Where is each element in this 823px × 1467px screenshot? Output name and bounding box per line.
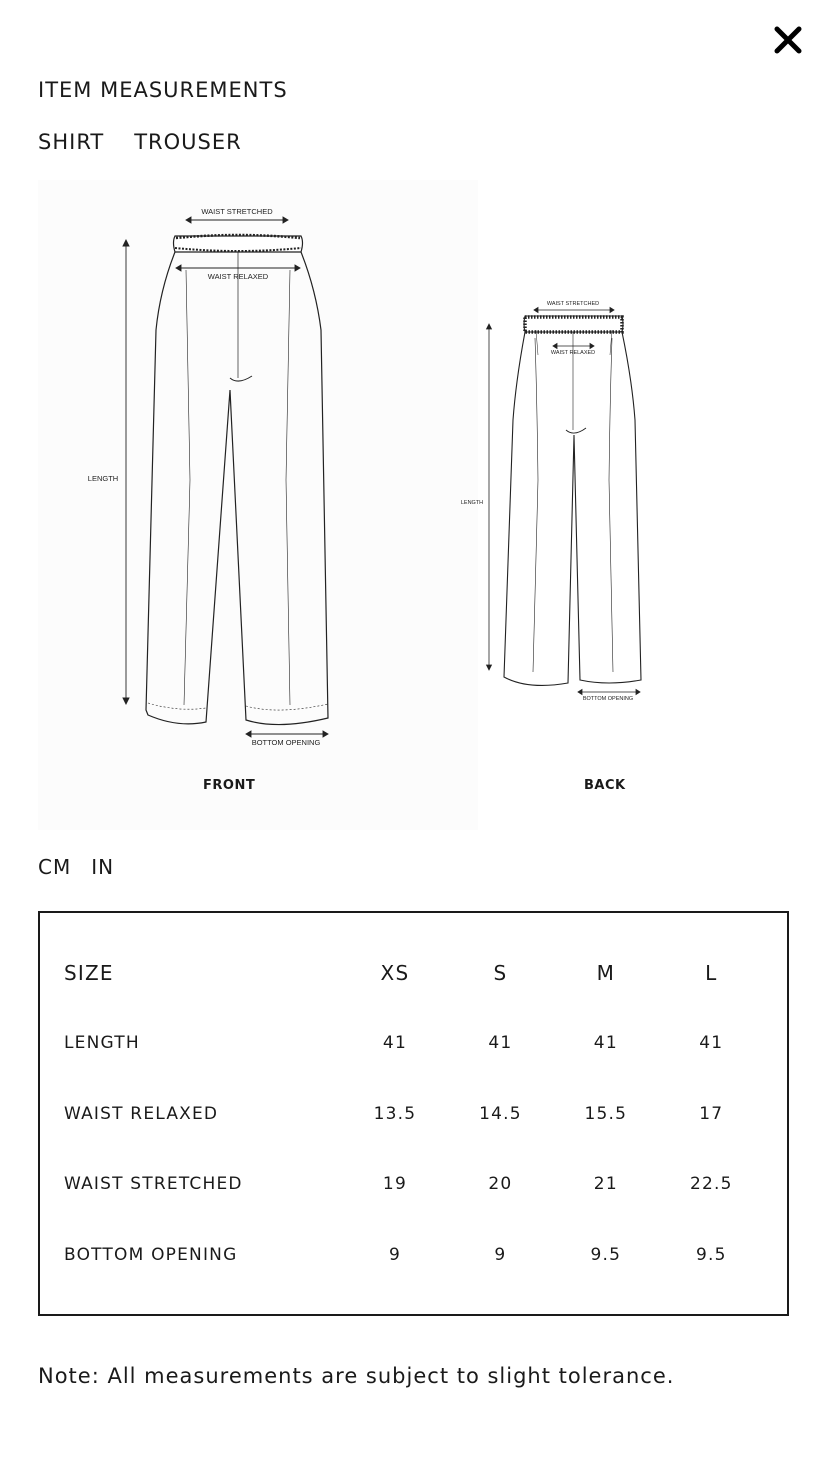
table-cell: 20 bbox=[488, 1174, 513, 1195]
table-row bbox=[64, 1079, 764, 1150]
header-cell: L bbox=[705, 961, 718, 985]
header-cell: M bbox=[596, 961, 616, 985]
back-waist-stretched-label: WAIST STRETCHED bbox=[546, 301, 600, 307]
table-cell: 14.5 bbox=[479, 1103, 522, 1124]
row-label: LENGTH bbox=[64, 1033, 140, 1054]
front-view-label: FRONT bbox=[203, 778, 256, 793]
header-cell: SIZE bbox=[64, 961, 114, 985]
garment-tabs bbox=[38, 130, 242, 154]
table-cell: 9 bbox=[494, 1244, 507, 1265]
table-cell: 19 bbox=[382, 1174, 407, 1195]
close-button[interactable] bbox=[768, 22, 808, 58]
table-cell: 41 bbox=[593, 1033, 618, 1054]
back-panel-bg bbox=[478, 180, 780, 830]
table-cell: 22.5 bbox=[689, 1174, 733, 1195]
table-cell: 9 bbox=[388, 1244, 401, 1265]
back-length-label: LENGTH bbox=[460, 500, 484, 506]
tolerance-note: Note: All measurements are subject to slight tolerance. bbox=[38, 1364, 675, 1388]
header-cell: S bbox=[493, 961, 508, 985]
size-table-box bbox=[38, 911, 789, 1316]
table-cell: 13.5 bbox=[373, 1103, 417, 1124]
table-cell: 15.5 bbox=[584, 1103, 628, 1124]
table-row bbox=[64, 1008, 764, 1079]
unit-in[interactable]: IN bbox=[91, 855, 115, 879]
tab-trouser[interactable]: TROUSER bbox=[134, 130, 242, 154]
table-cell: 9.5 bbox=[695, 1244, 727, 1265]
front-waist-stretched-label: WAIST STRETCHED bbox=[201, 207, 273, 216]
table-cell: 21 bbox=[593, 1174, 618, 1195]
row-label: WAIST STRETCHED bbox=[64, 1174, 243, 1195]
trouser-diagram bbox=[38, 180, 780, 830]
size-table bbox=[64, 938, 764, 1290]
front-length-label: LENGTH bbox=[87, 474, 119, 483]
table-cell: 41 bbox=[382, 1033, 407, 1054]
back-waist-relaxed-label: WAIST RELAXED bbox=[550, 350, 596, 356]
front-waist-relaxed-label: WAIST RELAXED bbox=[207, 272, 269, 281]
trouser-diagram-drawing bbox=[38, 180, 780, 830]
unit-cm[interactable]: CM bbox=[38, 855, 72, 879]
back-view-label: BACK bbox=[584, 778, 626, 793]
table-row bbox=[64, 1220, 764, 1291]
table-cell: 17 bbox=[699, 1103, 724, 1124]
table-row bbox=[64, 1149, 764, 1220]
table-cell: 41 bbox=[488, 1033, 513, 1054]
table-header-row bbox=[64, 938, 764, 1008]
table-cell: 41 bbox=[699, 1033, 724, 1054]
table-cell: 9.5 bbox=[590, 1244, 622, 1265]
unit-toggle bbox=[38, 855, 114, 879]
header-cell: XS bbox=[380, 961, 410, 985]
tab-shirt[interactable]: SHIRT bbox=[38, 130, 105, 154]
close-icon bbox=[774, 26, 802, 54]
row-label: BOTTOM OPENING bbox=[64, 1244, 238, 1265]
back-bottom-opening-label: BOTTOM OPENING bbox=[582, 696, 634, 702]
row-label: WAIST RELAXED bbox=[64, 1103, 219, 1124]
modal-title: ITEM MEASUREMENTS bbox=[38, 78, 288, 102]
front-bottom-opening-label: BOTTOM OPENING bbox=[251, 738, 321, 747]
